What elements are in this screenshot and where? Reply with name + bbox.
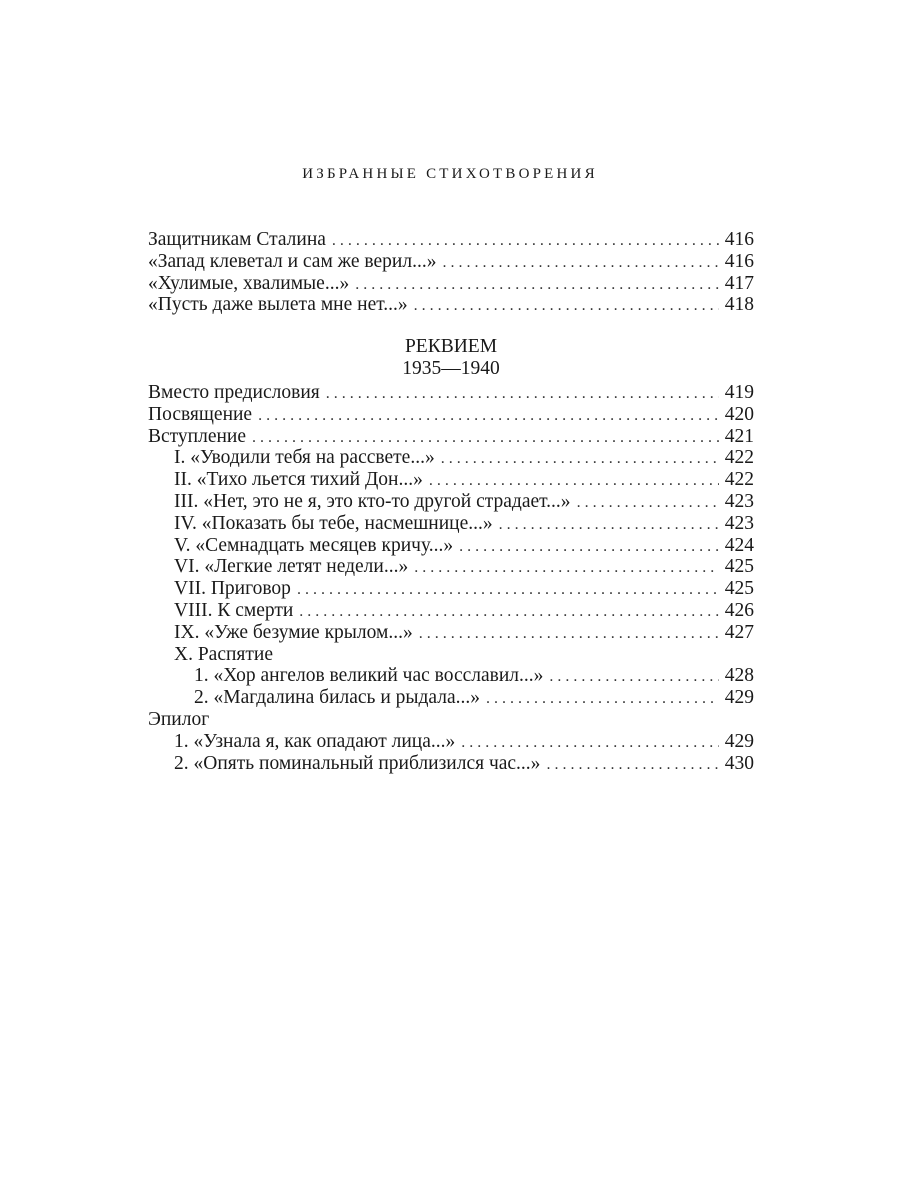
toc-block-selected-poems xyxy=(148,229,754,316)
toc-entry[interactable] xyxy=(148,273,754,295)
section-years: 1935—1940 xyxy=(402,358,500,379)
dot-leader xyxy=(549,666,718,688)
toc-entry-page: 423 xyxy=(724,512,754,534)
toc-entry-title: VIII. К смерти xyxy=(174,599,294,621)
toc-entry-page: 429 xyxy=(724,730,754,752)
toc-entry-page: 425 xyxy=(724,578,754,600)
toc-entry-page: 418 xyxy=(724,294,754,316)
toc-entry-title: «Запад клеветал и сам же верил...» xyxy=(148,250,437,272)
toc-entry-title: VI. «Легкие летят недели...» xyxy=(174,556,409,578)
toc-entry-page: 424 xyxy=(724,534,754,556)
toc-entry-title: Вместо предисловия xyxy=(148,382,320,403)
toc-entry-page: 421 xyxy=(724,425,754,447)
toc-entry-title: 2. «Опять поминальный приблизился час...» xyxy=(174,752,541,774)
dot-leader xyxy=(461,732,719,754)
toc-entry-title: IX. «Уже безумие крылом...» xyxy=(174,621,413,643)
toc-entry-page: 428 xyxy=(724,665,754,687)
dot-leader xyxy=(459,536,719,558)
toc-entry-vii[interactable] xyxy=(148,578,754,600)
dot-leader xyxy=(499,514,719,536)
toc-entry-page: 426 xyxy=(724,599,754,621)
toc-entry-page: 417 xyxy=(724,272,754,294)
toc-entry-title: IV. «Показать бы тебе, насмешнице...» xyxy=(174,512,493,534)
toc-entry-page: 422 xyxy=(724,469,754,491)
toc-entry-x2[interactable] xyxy=(148,687,754,709)
dot-leader xyxy=(258,405,719,427)
toc-entry-page: 423 xyxy=(724,490,754,512)
toc-entry-title: 2. «Магдалина билась и рыдала...» xyxy=(194,687,480,709)
dot-leader xyxy=(326,383,719,405)
toc-entry-v[interactable] xyxy=(148,535,754,557)
toc-entry-ix[interactable] xyxy=(148,622,754,644)
dot-leader xyxy=(299,601,718,623)
toc-entry-title: 1. «Узнала я, как опадают лица...» xyxy=(174,730,456,752)
toc-entry-page: 427 xyxy=(724,621,754,643)
dot-leader xyxy=(429,470,719,492)
toc-entry-page: 416 xyxy=(724,229,754,250)
toc-entry-title: Вступление xyxy=(148,425,247,447)
dot-leader xyxy=(332,230,719,252)
toc-entry-i[interactable] xyxy=(148,447,754,469)
toc-entry-title: X. Распятие xyxy=(174,643,274,665)
dot-leader xyxy=(355,274,719,296)
toc-block-requiem xyxy=(148,336,754,774)
dot-leader xyxy=(546,754,718,776)
section-title: РЕКВИЕМ xyxy=(404,336,498,357)
dot-leader xyxy=(441,448,719,470)
toc-entry-title: Эпилог xyxy=(148,708,210,730)
toc-entry-vi[interactable] xyxy=(148,556,754,578)
toc-entry-title: I. «Уводили тебя на рассвете...» xyxy=(174,447,435,469)
dot-leader xyxy=(414,295,719,317)
toc-entry-e2[interactable] xyxy=(148,753,754,775)
toc-subheading-x[interactable] xyxy=(148,644,754,666)
dot-leader xyxy=(486,688,719,710)
toc-entry-title: Защитникам Сталина xyxy=(148,229,326,250)
dot-leader xyxy=(252,427,719,449)
toc-entry-preface[interactable] xyxy=(148,382,754,404)
toc-entry[interactable] xyxy=(148,294,754,316)
dot-leader xyxy=(414,557,719,579)
dot-leader xyxy=(419,623,719,645)
toc-entry[interactable] xyxy=(148,229,754,251)
toc-entry-iv[interactable] xyxy=(148,513,754,535)
toc-entry-page: 419 xyxy=(724,382,754,403)
toc-entry-page: 425 xyxy=(724,556,754,578)
running-head: ИЗБРАННЫЕ СТИХОТВОРЕНИЯ xyxy=(302,166,598,182)
toc-entry-title: «Хулимые, хвалимые...» xyxy=(148,272,350,294)
toc-entry-x1[interactable] xyxy=(148,665,754,687)
toc-entry-page: 420 xyxy=(724,403,754,425)
toc-entry-iii[interactable] xyxy=(148,491,754,513)
toc-entry-ii[interactable] xyxy=(148,469,754,491)
toc-entry-title: V. «Семнадцать месяцев кричу...» xyxy=(174,534,454,556)
dot-leader xyxy=(442,252,718,274)
toc-entry-page: 416 xyxy=(724,250,754,272)
toc-entry-title: II. «Тихо льется тихий Дон...» xyxy=(174,469,423,491)
toc-entry-intro[interactable] xyxy=(148,426,754,448)
toc-entry-viii[interactable] xyxy=(148,600,754,622)
toc-entry-title: «Пусть даже вылета мне нет...» xyxy=(148,294,408,316)
toc-entry-page: 430 xyxy=(724,752,754,774)
toc-subheading-epilogue[interactable] xyxy=(148,709,754,731)
toc-entry-title: Посвящение xyxy=(148,403,253,425)
dot-leader xyxy=(577,492,719,514)
toc-entry[interactable] xyxy=(148,251,754,273)
toc-entry-page: 429 xyxy=(724,687,754,709)
toc-entry-e1[interactable] xyxy=(148,731,754,753)
toc-entry-page: 422 xyxy=(724,447,754,469)
toc-entry-title: III. «Нет, это не я, это кто-то другой страдает...» xyxy=(174,490,571,512)
dot-leader xyxy=(297,579,719,601)
toc-entry-title: 1. «Хор ангелов великий час восславил...» xyxy=(194,665,544,687)
toc-entry-dedication[interactable] xyxy=(148,404,754,426)
toc-entry-title: VII. Приговор xyxy=(174,578,291,600)
